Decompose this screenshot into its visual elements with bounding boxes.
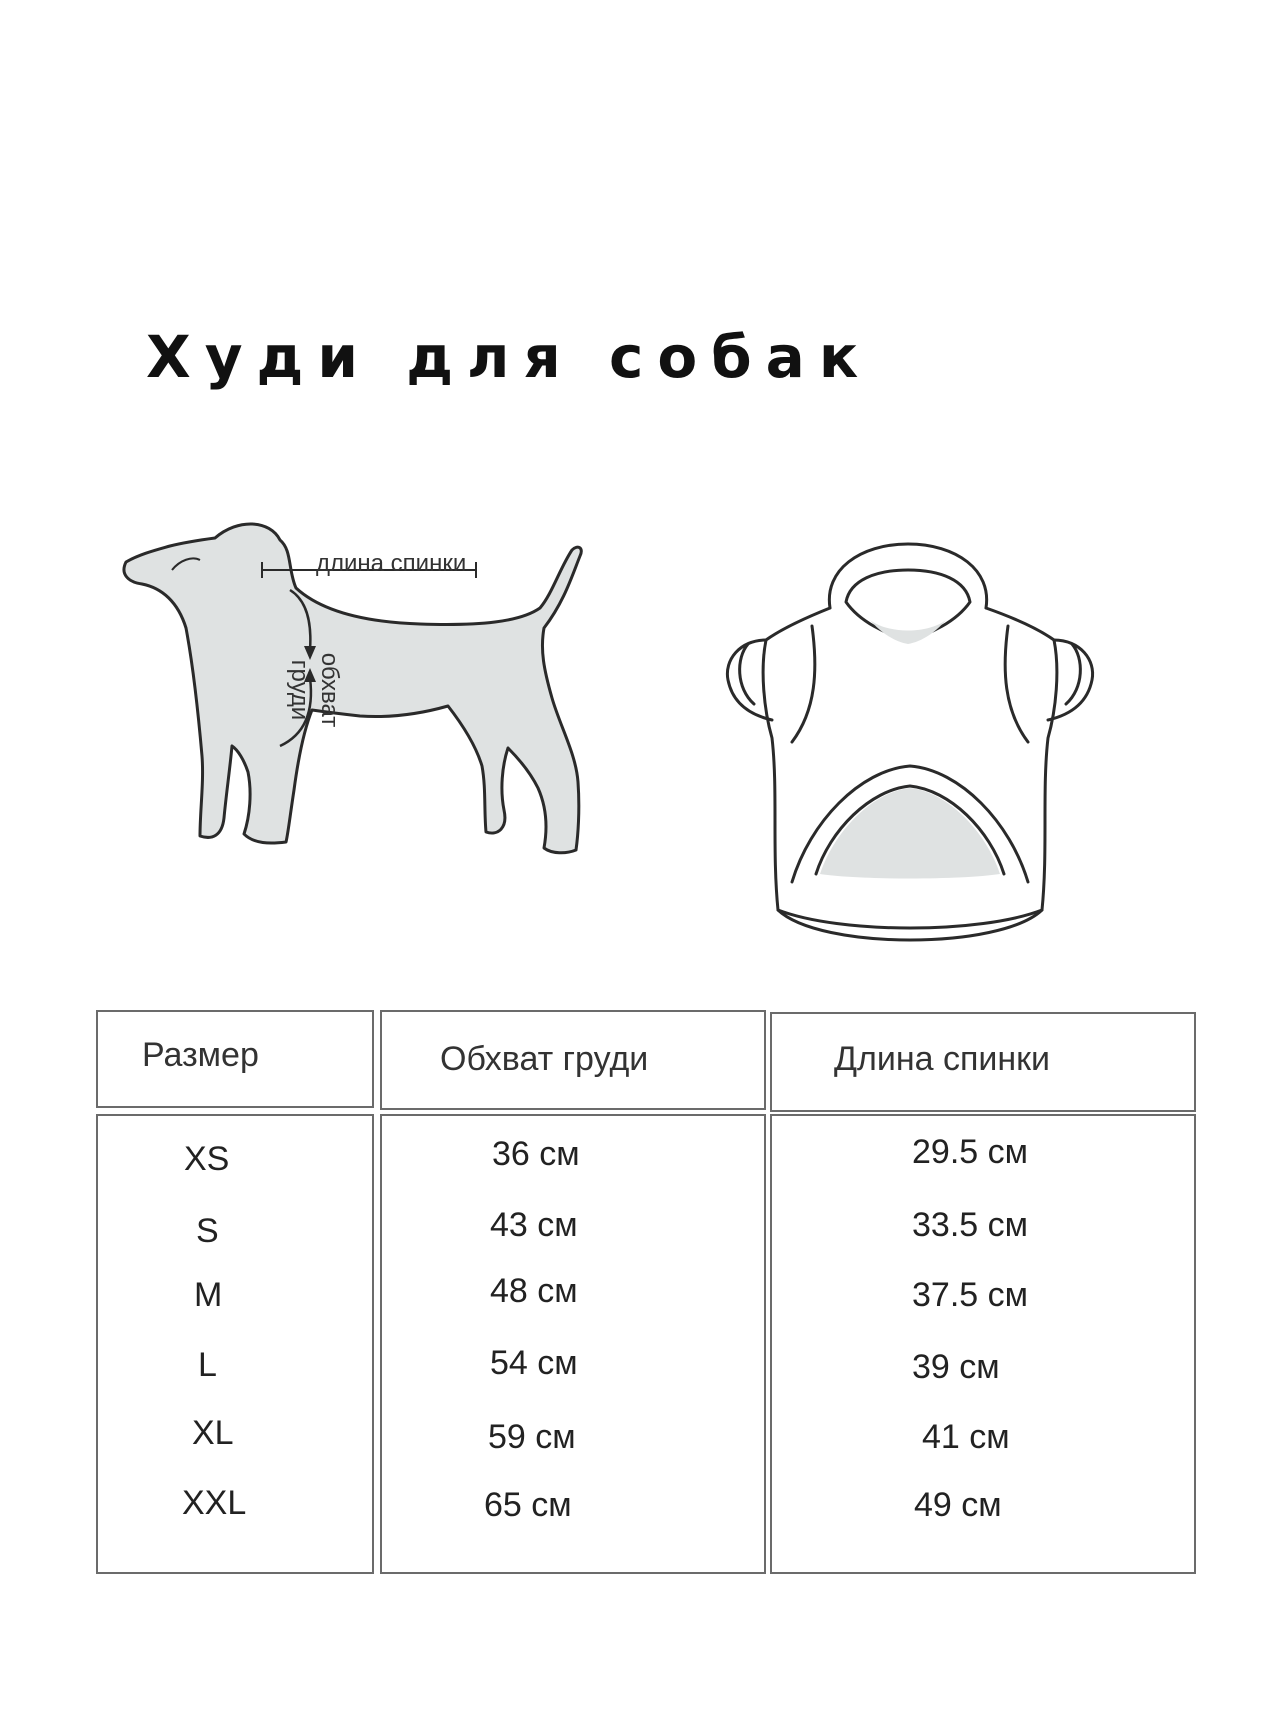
header-size: Размер (142, 1036, 259, 1074)
header-cell-chest (380, 1010, 766, 1110)
size-value: M (194, 1276, 223, 1314)
header-chest: Обхват груди (440, 1040, 649, 1078)
size-value: L (198, 1346, 217, 1384)
header-cell-back (770, 1012, 1196, 1112)
chest-girth-label: обхват груди (286, 652, 343, 728)
chest-value: 43 см (490, 1206, 578, 1244)
back-value: 33.5 см (912, 1206, 1028, 1244)
back-length-label: длина спинки (316, 550, 467, 577)
size-value: XXL (182, 1484, 247, 1522)
hoodie-icon (720, 530, 1100, 980)
size-value: S (196, 1212, 219, 1250)
chest-value: 48 см (490, 1272, 578, 1310)
back-value: 41 см (922, 1418, 1010, 1456)
back-value: 39 см (912, 1348, 1000, 1386)
header-back: Длина спинки (834, 1040, 1051, 1078)
chest-value: 65 см (484, 1486, 572, 1524)
back-value: 29.5 см (912, 1133, 1028, 1171)
size-value: XL (192, 1414, 234, 1452)
chest-value: 36 см (492, 1135, 580, 1173)
back-value: 37.5 см (912, 1276, 1028, 1314)
chest-value: 59 см (488, 1418, 576, 1456)
page-title: Худи для собак (146, 323, 873, 391)
chest-value: 54 см (490, 1344, 578, 1382)
back-value: 49 см (914, 1486, 1002, 1524)
size-value: XS (184, 1140, 230, 1178)
header-cell-size (96, 1010, 374, 1108)
